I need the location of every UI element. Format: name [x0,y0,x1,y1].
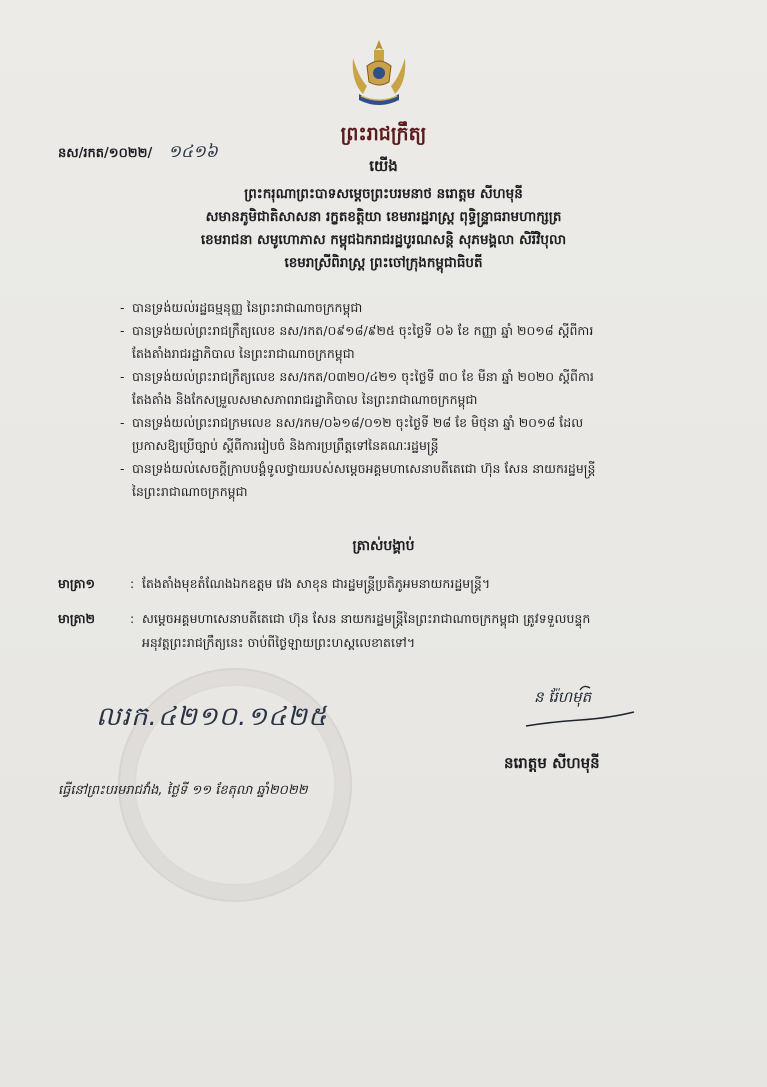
article-1: មាត្រា១ : តែងតាំងមុខតំណែងឯកឧត្តម វេង សាខុន ជារដ្ឋមន្ត្រីប្រតិភូអមនាយករដ្ឋមន្ត្រី។ [58,572,698,596]
consideration-text: នៃព្រះរាជាណាចក្រកម្ពុជា [132,484,248,499]
article-text: អនុវត្តព្រះរាជក្រឹត្យនេះ ចាប់ពីថ្ងៃឡាយព្រះហស្តលេខាតទៅ។ [142,635,416,650]
consideration-item: - បានទ្រង់យល់ព្រះរាជក្រឹត្យលេខ នស/រកត/០៣២០/៤២១ ចុះថ្ងៃទី ៣០ ខែ មីនា ឆ្នាំ ២០២០ ស្តីពីការ តែងតាំង និងកែសម្រួលសមាសភាពរាជរដ្ឋាភិបាល នៃព្រះរាជាណាចក្រកម្ពុជា [120,365,700,411]
consideration-item: - បានទ្រង់យល់រដ្ឋធម្មនុញ្ញ នៃព្រះរាជាណាចក្រកម្ពុជា [120,300,363,315]
done-at-line: ធ្វើនៅព្រះបរមរាជវាំង, ថ្ងៃទី ១១ ខែតុលា ឆ្នាំ២០២២ [58,783,308,798]
consideration-text: បានទ្រង់យល់រដ្ឋធម្មនុញ្ញ នៃព្រះរាជាណាចក្រកម្ពុជា [132,300,363,315]
signature-script: ន រ៉ែហមុត [534,688,592,706]
considerations-list [120,296,700,503]
decree-title: ព្រះរាជក្រឹត្យ [340,123,427,145]
reference-number: នស/រកត/១០២២/ [58,146,153,161]
royal-title-line: ព្រះករុណាព្រះបាទសម្តេចព្រះបរមនាថ នរោត្តម សីហមុនី [244,186,523,202]
consideration-item: - បានទ្រង់យល់ព្រះរាជក្រឹត្យលេខ នស/រកត/០៩១៨/៩២៥ ចុះថ្ងៃទី ០៦ ខែ កញ្ញា ឆ្នាំ ២០១៨ ស្តីពីការ តែងតាំងរាជរដ្ឋាភិបាល នៃព្រះរាជាណាចក្រកម្ពុជា [120,319,700,365]
consideration-text: ប្រកាសឱ្យប្រើច្បាប់ ស្តីពីការរៀបចំ និងការប្រព្រឹត្តទៅនៃគណៈរដ្ឋមន្ត្រី [132,438,439,453]
section-title: ត្រាស់បង្គាប់ [352,538,415,554]
consideration-text: បានទ្រង់យល់សេចក្តីក្រាបបង្គំទូលថ្វាយរបស់សម្តេចអគ្គមហាសេនាបតីតេជោ ហ៊ុន សែន នាយករដ្ឋមន្ត្រី [132,461,596,476]
handwritten-note: លរក.៤២១០.១៤២៥ [96,702,328,732]
royal-title-line: ខេមរាជនា សមូហោភាស កម្ពុជឯករាជរដ្ឋបូរណសន្តិ សុភមង្គលា សិរីវិបុលា [200,232,567,248]
consideration-item: - បានទ្រង់យល់សេចក្តីក្រាបបង្គំទូលថ្វាយរបស់សម្តេចអគ្គមហាសេនាបតីតេជោ ហ៊ុន សែន នាយករដ្ឋមន្ត្រី នៃព្រះរាជាណាចក្រកម្ពុជា [120,457,700,503]
consideration-text: បានទ្រង់យល់ព្រះរាជក្រមលេខ នស/រកម/០៦១៨/០១២ ចុះថ្ងៃទី ២៨ ខែ មិថុនា ឆ្នាំ ២០១៨ ដែល [132,415,584,430]
article-text: សម្តេចអគ្គមហាសេនាបតីតេជោ ហ៊ុន សែន នាយករដ្ឋមន្ត្រីនៃព្រះរាជាណាចក្រកម្ពុជា ត្រូវទទួលបន្ទុក [142,611,591,626]
article-2: មាត្រា២ : សម្តេចអគ្គមហាសេនាបតីតេជោ ហ៊ុន សែន នាយករដ្ឋមន្ត្រីនៃព្រះរាជាណាចក្រកម្ពុជា ត្រូវទទួលបន្ទុក អនុវត្តព្រះរាជក្រឹត្យនេះ ចាប់ពីថ្ងៃឡាយព្រះហស្តលេខាតទៅ។ [58,607,698,655]
consideration-text: តែងតាំង និងកែសម្រួលសមាសភាពរាជរដ្ឋាភិបាល នៃព្រះរាជាណាចក្រកម្ពុជា [132,392,478,407]
royal-title-line: ខេមរាស្រីពិរាស្ត្រ ព្រះចៅក្រុងកម្ពុជាធិបតី [284,255,483,271]
royal-emblem-icon [345,38,413,110]
signer-name: នរោត្តម សីហមុនី [504,754,600,772]
reference-number-handwritten: ១៤១៦ [168,142,218,162]
article-label: មាត្រា២ [58,611,95,626]
article-text: តែងតាំងមុខតំណែងឯកឧត្តម វេង សាខុន ជារដ្ឋមន្ត្រីប្រតិភូអមនាយករដ្ឋមន្ត្រី។ [142,576,491,591]
we-heading: យើង [369,157,398,175]
royal-title-line: សមានភូមិជាតិសាសនា រក្ខតខត្តិយា ខេមរារដ្ឋរាស្ត្រ ពុទ្ធិន្ទ្រាធរាមហាក្សត្រ [205,209,562,225]
article-label: មាត្រា១ [58,576,95,591]
consideration-item: - បានទ្រង់យល់ព្រះរាជក្រមលេខ នស/រកម/០៦១៨/០១២ ចុះថ្ងៃទី ២៨ ខែ មិថុនា ឆ្នាំ ២០១៨ ដែល ប្រកាសឱ្យប្រើច្បាប់ ស្តីពីការរៀបចំ និងការប្រព្រឹត្តទៅនៃគណៈរដ្ឋមន្ត្រី [120,411,700,457]
consideration-text: បានទ្រង់យល់ព្រះរាជក្រឹត្យលេខ នស/រកត/០៣២០/៤២១ ចុះថ្ងៃទី ៣០ ខែ មីនា ឆ្នាំ ២០២០ ស្តីពីការ [132,369,594,384]
consideration-text: តែងតាំងរាជរដ្ឋាភិបាល នៃព្រះរាជាណាចក្រកម្ពុជា [132,346,355,361]
consideration-text: បានទ្រង់យល់ព្រះរាជក្រឹត្យលេខ នស/រកត/០៩១៨/៩២៥ ចុះថ្ងៃទី ០៦ ខែ កញ្ញា ឆ្នាំ ២០១៨ ស្តីពីការ [132,323,594,338]
